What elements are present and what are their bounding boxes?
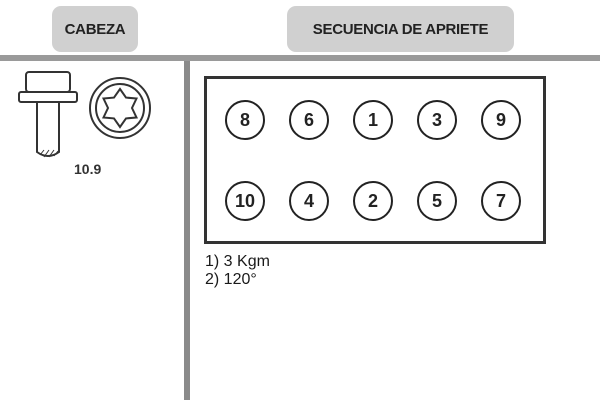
bolt-number-bottom-3: 2	[353, 181, 393, 221]
bolt-number-top-3: 1	[353, 100, 393, 140]
bolt-grade-label: 10.9	[74, 161, 102, 177]
cabeza-header: CABEZA	[52, 6, 138, 52]
horizontal-divider	[0, 55, 600, 61]
vertical-divider	[184, 61, 190, 400]
bolt-side-view	[19, 72, 77, 156]
step-1-text: 1) 3 Kgm	[205, 253, 270, 270]
bolt-number-top-1: 8	[225, 100, 265, 140]
bolt-number-top-4: 3	[417, 100, 457, 140]
bolt-number-bottom-4: 5	[417, 181, 457, 221]
bolt-number-bottom-5: 7	[481, 181, 521, 221]
bolt-number-bottom-1: 10	[225, 181, 265, 221]
bolt-number-top-2: 6	[289, 100, 329, 140]
step-2-text: 2) 120°	[205, 271, 257, 288]
bolt-number-bottom-2: 4	[289, 181, 329, 221]
torx-head-view	[90, 78, 150, 138]
bolt-number-top-5: 9	[481, 100, 521, 140]
tightening-sequence-box	[204, 76, 546, 244]
sequence-header: SECUENCIA DE APRIETE	[287, 6, 514, 52]
